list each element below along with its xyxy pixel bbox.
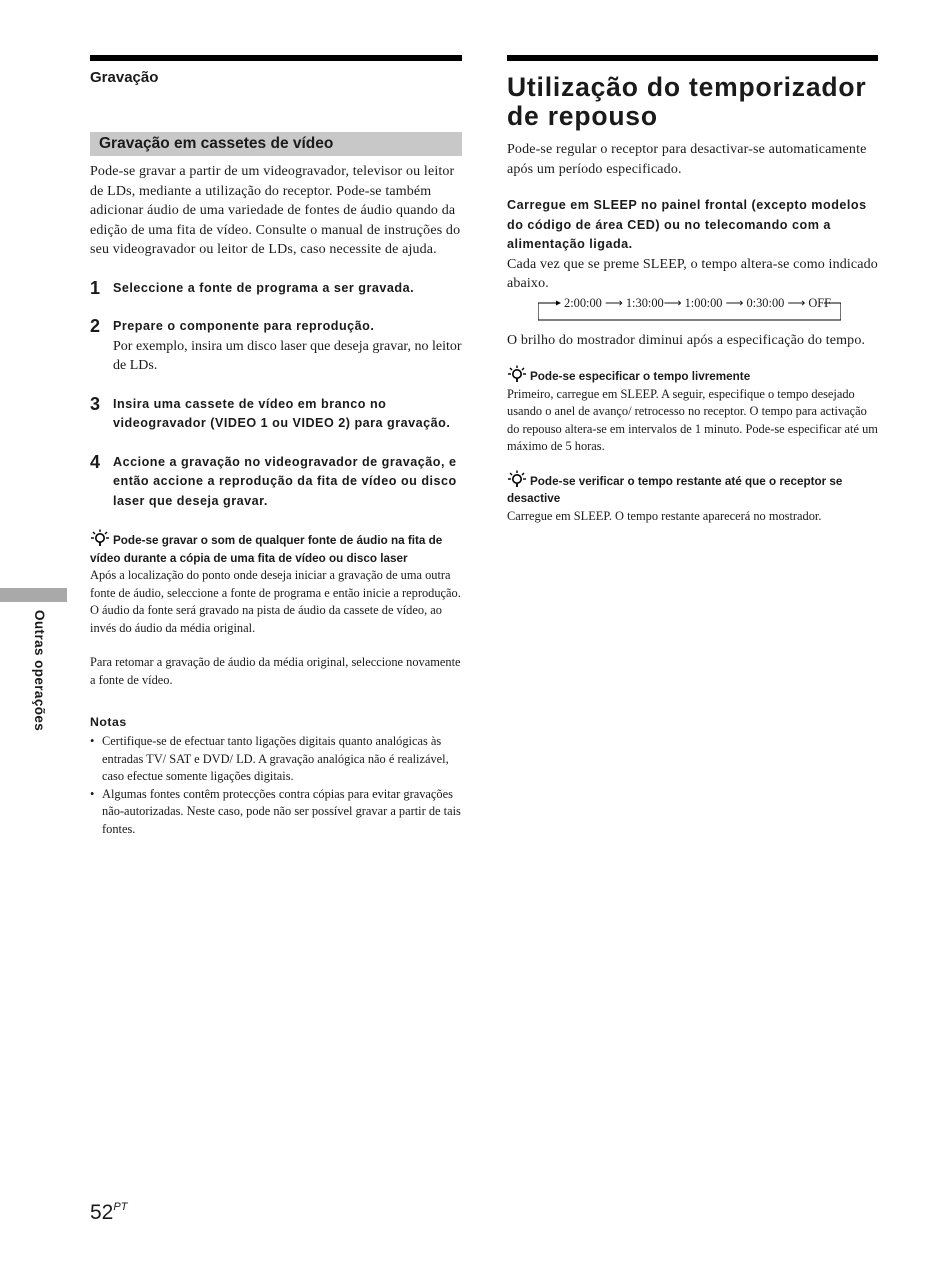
sleep-intro-paragraph: Pode-se regular o receptor para desactivar-se automaticamente após um período especificado. xyxy=(507,142,867,177)
lightbulb-icon xyxy=(507,365,527,383)
side-tab-marker xyxy=(0,588,67,602)
tip-title: Pode-se especificar o tempo livremente xyxy=(530,370,751,383)
notes-list xyxy=(90,733,462,838)
tip-heading-free-time xyxy=(507,365,878,386)
side-tab-label: Outras operações xyxy=(32,610,47,732)
page-title: Utilização do temporizador de repouso xyxy=(507,72,867,131)
tip-paragraph: Para retomar a gravação de áudio da média original, seleccione novamente a fonte de vídeo. xyxy=(90,655,461,687)
step-text: Por exemplo, insira um disco laser que deseja gravar, no leitor de LDs. xyxy=(113,338,462,373)
note-item: • Certifique-se de efectuar tanto ligações digitais quanto analógicas às entradas TV/ SAT e DVD/ LD. A gravação analógica não é realizável, caso efectue somente ligações digitais. xyxy=(90,733,462,786)
step-number: 3 xyxy=(90,393,101,414)
notes-heading: Notas xyxy=(90,715,127,729)
note-item: • Algumas fontes contêm protecções contra cópias para evitar gravações não-autorizadas. Neste caso, pode não ser possível gravar a partir de tais fontes. xyxy=(90,786,462,839)
step-4 xyxy=(90,453,462,512)
intro-paragraph: Pode-se gravar a partir de um videogravador, televisor ou leitor de LDs, mediante a utilização do receptor. Pode-se também adicionar áudio de uma variedade de fontes de áudio quando da edição de uma fita de vídeo. Consulte o manual de instruções do seu videogravador ou leitor de LDs, caso necessite de ajuda. xyxy=(90,164,461,257)
sleep-instruction-text: Cada vez que se preme SLEEP, o tempo altera-se como indicado abaixo. xyxy=(507,256,878,291)
sleep-instruction: Carregue em SLEEP no painel frontal (excepto modelos do código de área CED) ou no telecomando com a alimentação ligada. xyxy=(507,198,867,251)
page-number-value: 52 xyxy=(90,1201,114,1224)
step-3 xyxy=(90,395,462,434)
left-top-rule xyxy=(90,55,462,61)
step-number: 4 xyxy=(90,451,101,472)
step-1 xyxy=(90,279,462,299)
arrow-right-icon: ⟶ xyxy=(725,295,744,310)
step-2 xyxy=(90,317,462,376)
tip-paragraph: Após a localização do ponto onde deseja iniciar a gravação de uma outra fonte de áudio, seleccione a fonte de programa e então inicie a reprodução. O áudio da fonte será gravado na pista de áudio da cassete de vídeo, ao invés do áudio da média original. xyxy=(90,568,461,635)
brightness-paragraph: O brilho do mostrador diminui após a especificação do tempo. xyxy=(507,332,866,348)
section-label: Gravação xyxy=(90,69,159,86)
sleep-cycle-diagram xyxy=(538,296,841,322)
step-title: Seleccione a fonte de programa a ser gravada. xyxy=(113,280,415,295)
tip-body xyxy=(90,567,462,689)
arrow-right-icon: ⟶ xyxy=(787,295,806,310)
step-number: 2 xyxy=(90,316,101,336)
step-title: Prepare o componente para reprodução. xyxy=(113,319,375,333)
arrow-right-icon: ⟶ xyxy=(604,295,623,310)
cycle-sequence xyxy=(542,295,831,311)
right-top-rule xyxy=(507,55,878,61)
page-number-suffix: PT xyxy=(113,1201,128,1213)
tip-title: Pode-se gravar o som de qualquer fonte de áudio na fita de vídeo durante a cópia de uma fita de vídeo ou disco laser xyxy=(90,534,443,565)
tip-body: Carregue em SLEEP. O tempo restante aparecerá no mostrador. xyxy=(507,508,822,523)
cycle-value: 1:00:00 xyxy=(684,295,723,310)
subheading-video-recording: Gravação em cassetes de vídeo xyxy=(90,132,462,156)
left-column xyxy=(90,55,462,838)
step-title: Accione a gravação no videogravador de gravação, e então accione a reprodução da fita de vídeo ou disco laser que deseja gravar. xyxy=(113,454,457,508)
step-number: 1 xyxy=(90,277,101,298)
page-number xyxy=(90,1201,127,1225)
step-title: Insira uma cassete de vídeo em branco no videogravador (VIDEO 1 ou VIDEO 2) para gravação. xyxy=(113,396,451,430)
tip-heading-remaining-time xyxy=(507,470,878,508)
tip-title: Pode-se verificar o tempo restante até que o receptor se desactive xyxy=(507,474,843,505)
cycle-value: 2:00:00 xyxy=(564,295,602,310)
cycle-value: OFF xyxy=(808,295,832,310)
tip-heading-audio-dub xyxy=(90,529,462,567)
tip-body: Primeiro, carregue em SLEEP. A seguir, especifique o tempo desejado usando o anel de avanço/ retrocesso no receptor. O tempo para activação do repouso altera-se em intervalos de 1 minuto. Pode-se especificar até um máximo de 5 horas. xyxy=(507,386,878,453)
lightbulb-icon xyxy=(90,529,110,547)
arrow-right-icon: ⟶ xyxy=(663,295,682,310)
right-column xyxy=(507,55,878,525)
cycle-value: 1:30:00 xyxy=(625,295,664,310)
lightbulb-icon xyxy=(507,470,527,488)
cycle-value: 0:30:00 xyxy=(746,295,785,310)
